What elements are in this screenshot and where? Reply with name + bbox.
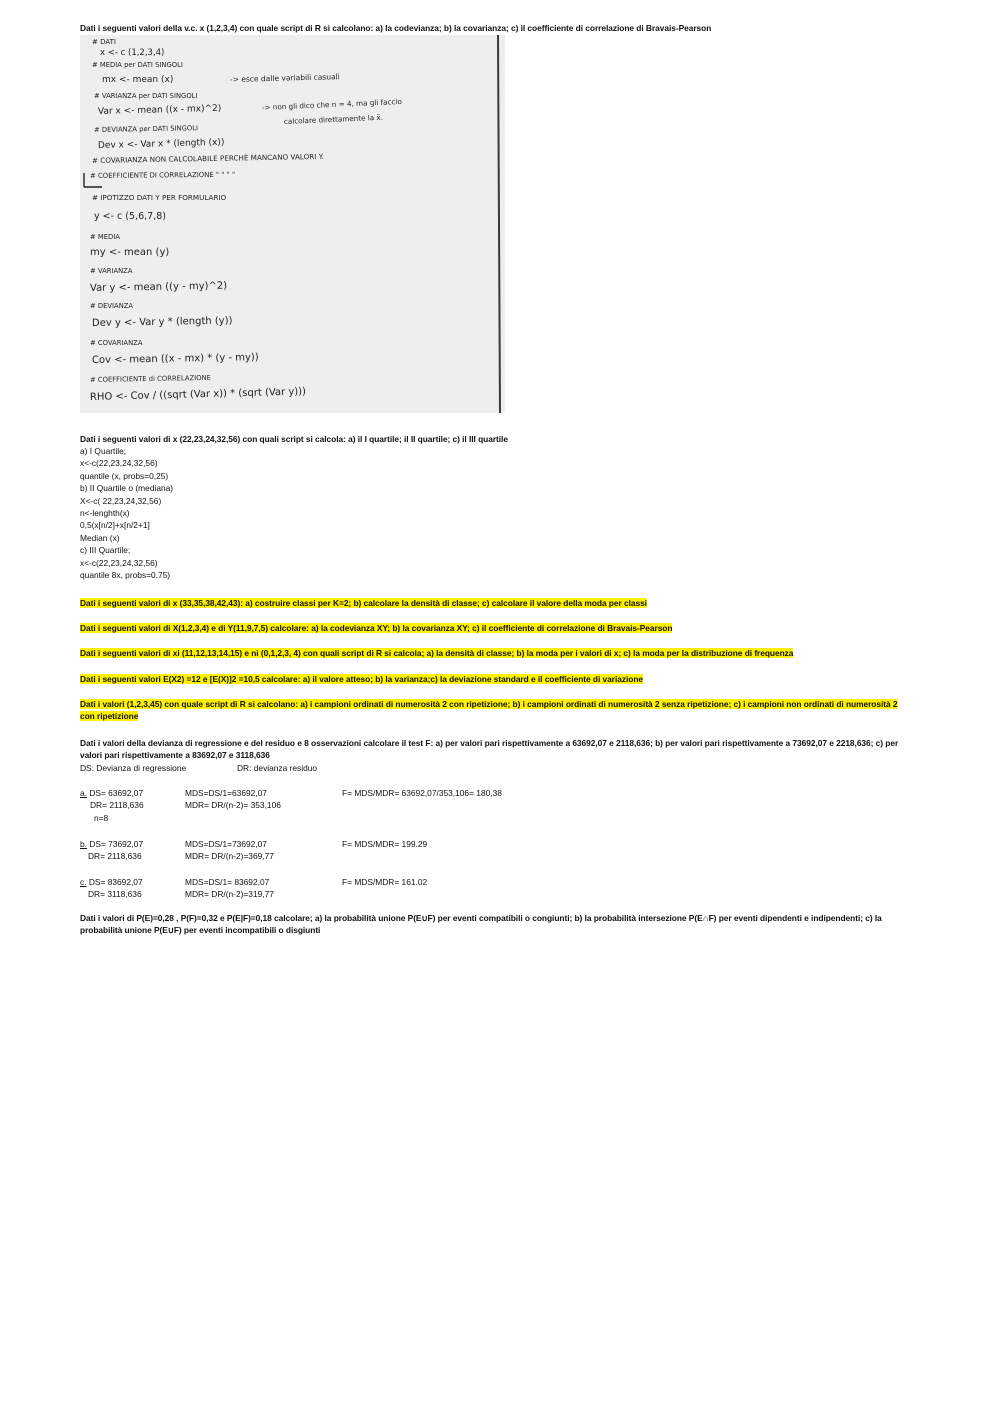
ftest-c-marker: c. xyxy=(80,877,87,887)
handwritten-line: # DEVIANZA xyxy=(90,302,134,310)
answer-line: b) II Quartile o (mediana) xyxy=(80,483,174,494)
question-probability-title: Dati i valori di P(E)=0,28 , P(F)=0,32 e P(E|F)=0,18 calcolare; a) la probabilità unione P(E∪F) per eventi compatibili o congiunti; b) la probabilità intersezione P(E∩F) per eventi dipendenti e indipendenti; c) la probabilità unione P(E∪F) per eventi incompatibili o disgiunti xyxy=(80,913,882,935)
handwritten-line: y <- c (5,6,7,8) xyxy=(94,211,166,222)
handwritten-line: # MEDIA per DATI SINGOLI xyxy=(92,61,183,69)
handwritten-line: x <- c (1,2,3,4) xyxy=(100,48,165,58)
handwritten-notes-image xyxy=(80,35,505,413)
question-1-title: Dati i seguenti valori della v.c. x (1,2,3,4) con quale script di R si calcolano: a) la codevianza; b) la covarianza; c) il coefficiente di correlazione di Bravais-Pearson xyxy=(80,23,712,33)
ftest-a-f: F= MDS/MDR= 63692,07/353,106= 180,38 xyxy=(342,788,502,798)
handwritten-line: # COEFFICIENTE DI CORRELAZIONE " " " " xyxy=(89,170,236,180)
answer-line: n<-lenghth(x) xyxy=(80,508,130,518)
ftest-b-f: F= MDS/MDR= 199.29 xyxy=(342,839,428,849)
highlighted-question-block xyxy=(80,673,905,685)
ftest-a-dr: DR= 2118,636 xyxy=(90,800,144,810)
ftest-a-mdr: MDR= DR/(n-2)= 353,106 xyxy=(185,800,281,810)
answer-line: x<-c(22,23,24,32,56) xyxy=(80,557,158,568)
highlighted-question: Dati i valori (1,2,3,45) con quale script di R si calcolano: a) i campioni ordinati di numerosità 2 con ripetizione; b) i campioni ordinati di numerosità 2 senza ripetizione; c) i campioni non ordinati di numerosità 2 con ripetizione xyxy=(80,699,898,721)
ftest-c-dr: DR= 3118,636 xyxy=(88,889,142,899)
ftest-a-n: n=8 xyxy=(94,813,109,823)
highlighted-question: Dati i seguenti valori E(X2) =12 e [E(X)]2 =10,5 calcolare: a) il valore atteso; b) la varianza;c) la deviazione standard e il coefficiente di variazione xyxy=(80,674,643,684)
handwritten-line: RHO <- Cov / ((sqrt (Var x)) * (sqrt (Var y))) xyxy=(89,386,307,403)
ftest-c-mdr: MDR= DR/(n-2)=319,77 xyxy=(185,889,274,899)
handwritten-line: # DEVIANZA per DATI SINGOLI xyxy=(93,124,199,134)
highlighted-question-block xyxy=(80,647,905,659)
handwritten-line: -> esce dalle variabili casuali xyxy=(229,72,340,84)
legend-dr: DR: devianza residuo xyxy=(237,763,318,773)
handwritten-line: # MEDIA xyxy=(90,233,120,241)
highlighted-question: Dati i seguenti valori di x (33,35,38,42,43): a) costruire classi per K=2; b) calcolare la densità di classe; c) calcolare il valore della moda per classi xyxy=(80,598,647,608)
answer-line: Median (x) xyxy=(80,532,120,543)
handwritten-line: mx <- mean (x) xyxy=(102,75,174,85)
legend-ds: DS: Devianza di regressione xyxy=(80,763,187,773)
ftest-b-ds xyxy=(80,838,143,851)
answer-line: quantile 8x, probs=0.75) xyxy=(80,570,171,580)
handwritten-line: my <- mean (y) xyxy=(90,247,170,258)
handwritten-line: # VARIANZA per DATI SINGOLI xyxy=(94,92,198,100)
handwritten-line: # COEFFICIENTE di CORRELAZIONE xyxy=(89,373,212,384)
answer-line: X<-c( 22,23,24,32,56) xyxy=(80,495,162,506)
highlighted-question: Dati i seguenti valori di xi (11,12,13,14,15) e ni (0,1,2,3, 4) con quali script di R si calcola; a) la densità di classe; b) la moda per i valori di x; c) la moda per la distribuzione di frequenza xyxy=(80,648,794,658)
ftest-b-mdr: MDR= DR/(n-2)=369,77 xyxy=(185,851,274,861)
ftest-a-ds xyxy=(80,787,143,800)
handwritten-line: # DATI xyxy=(92,38,116,46)
question-2-title: Dati i seguenti valori di x (22,23,24,32,56) con quali script si calcola: a) il I quartile; il II quartile; c) il III quartile xyxy=(80,434,508,444)
answer-line: a) I Quartile; xyxy=(80,446,127,456)
highlighted-question-block xyxy=(80,597,905,609)
answer-line: x<-c(22,23,24,32,56) xyxy=(80,458,158,469)
answer-line: quantile (x, probs=0,25) xyxy=(80,470,169,481)
ftest-a-marker: a. xyxy=(80,788,87,798)
ftest-b-ds-value: DS= 73692,07 xyxy=(89,839,144,849)
ftest-c-f: F= MDS/MDR= 161.02 xyxy=(342,877,428,887)
handwritten-line: Cov <- mean ((x - mx) * (y - my)) xyxy=(91,352,259,366)
handwritten-line: # IPOTIZZO DATI Y PER FORMULARIO xyxy=(92,193,227,202)
ftest-c-ds xyxy=(80,876,143,889)
highlighted-question: Dati i seguenti valori di X(1,2,3,4) e di Y(11,9,7,5) calcolare: a) la codevianza XY; b) la covarianza XY; c) il coefficiente di correlazione di Bravais-Pearson xyxy=(80,623,673,633)
handwritten-line: -> non gli dico che n = 4, ma gli faccio xyxy=(261,96,402,112)
ftest-c-mds: MDS=DS/1= 83692,07 xyxy=(185,877,270,887)
ftest-a-ds-value: DS= 63692,07 xyxy=(89,788,144,798)
handwritten-line: Var x <- mean ((x - mx)^2) xyxy=(97,103,222,117)
highlighted-question-block xyxy=(80,622,905,634)
answer-line: 0,5(x[n/2]+x[n/2+1] xyxy=(80,520,150,531)
answer-line: c) III Quartile; xyxy=(80,545,131,556)
ftest-c-ds-value: DS= 83692,07 xyxy=(88,877,143,887)
ftest-b-mds: MDS=DS/1=73692,07 xyxy=(185,839,267,849)
highlighted-question-block xyxy=(80,698,905,722)
handwritten-line: Dev y <- Var y * (length (y)) xyxy=(91,315,233,329)
handwritten-line: Dev x <- Var x * (length (x)) xyxy=(97,137,225,151)
handwritten-line: calcolare direttamente la x̄. xyxy=(283,112,384,126)
question-ftest-title: Dati i valori della devianza di regressione e del residuo e 8 osservazioni calcolare il test F: a) per valori pari rispettivamente a 63692,07 e 2118,636; b) per valori pari rispettivamente a 73692,07 e 2218,636; c) per valori pari rispettivamente a 83692,07 e 3118,636 xyxy=(80,738,899,760)
handwritten-line: # COVARIANZA xyxy=(90,339,143,347)
ftest-b-dr: DR= 2118,636 xyxy=(88,851,142,861)
handwritten-line: # VARIANZA xyxy=(90,267,133,275)
ftest-a-mds: MDS=DS/1=63692,07 xyxy=(185,788,267,798)
handwritten-line: # COVARIANZA NON CALCOLABILE PERCHÈ MANCANO VALORI Y. xyxy=(91,151,324,165)
handwritten-line: Var y <- mean ((y - my)^2) xyxy=(89,280,228,294)
ftest-b-marker: b. xyxy=(80,839,87,849)
